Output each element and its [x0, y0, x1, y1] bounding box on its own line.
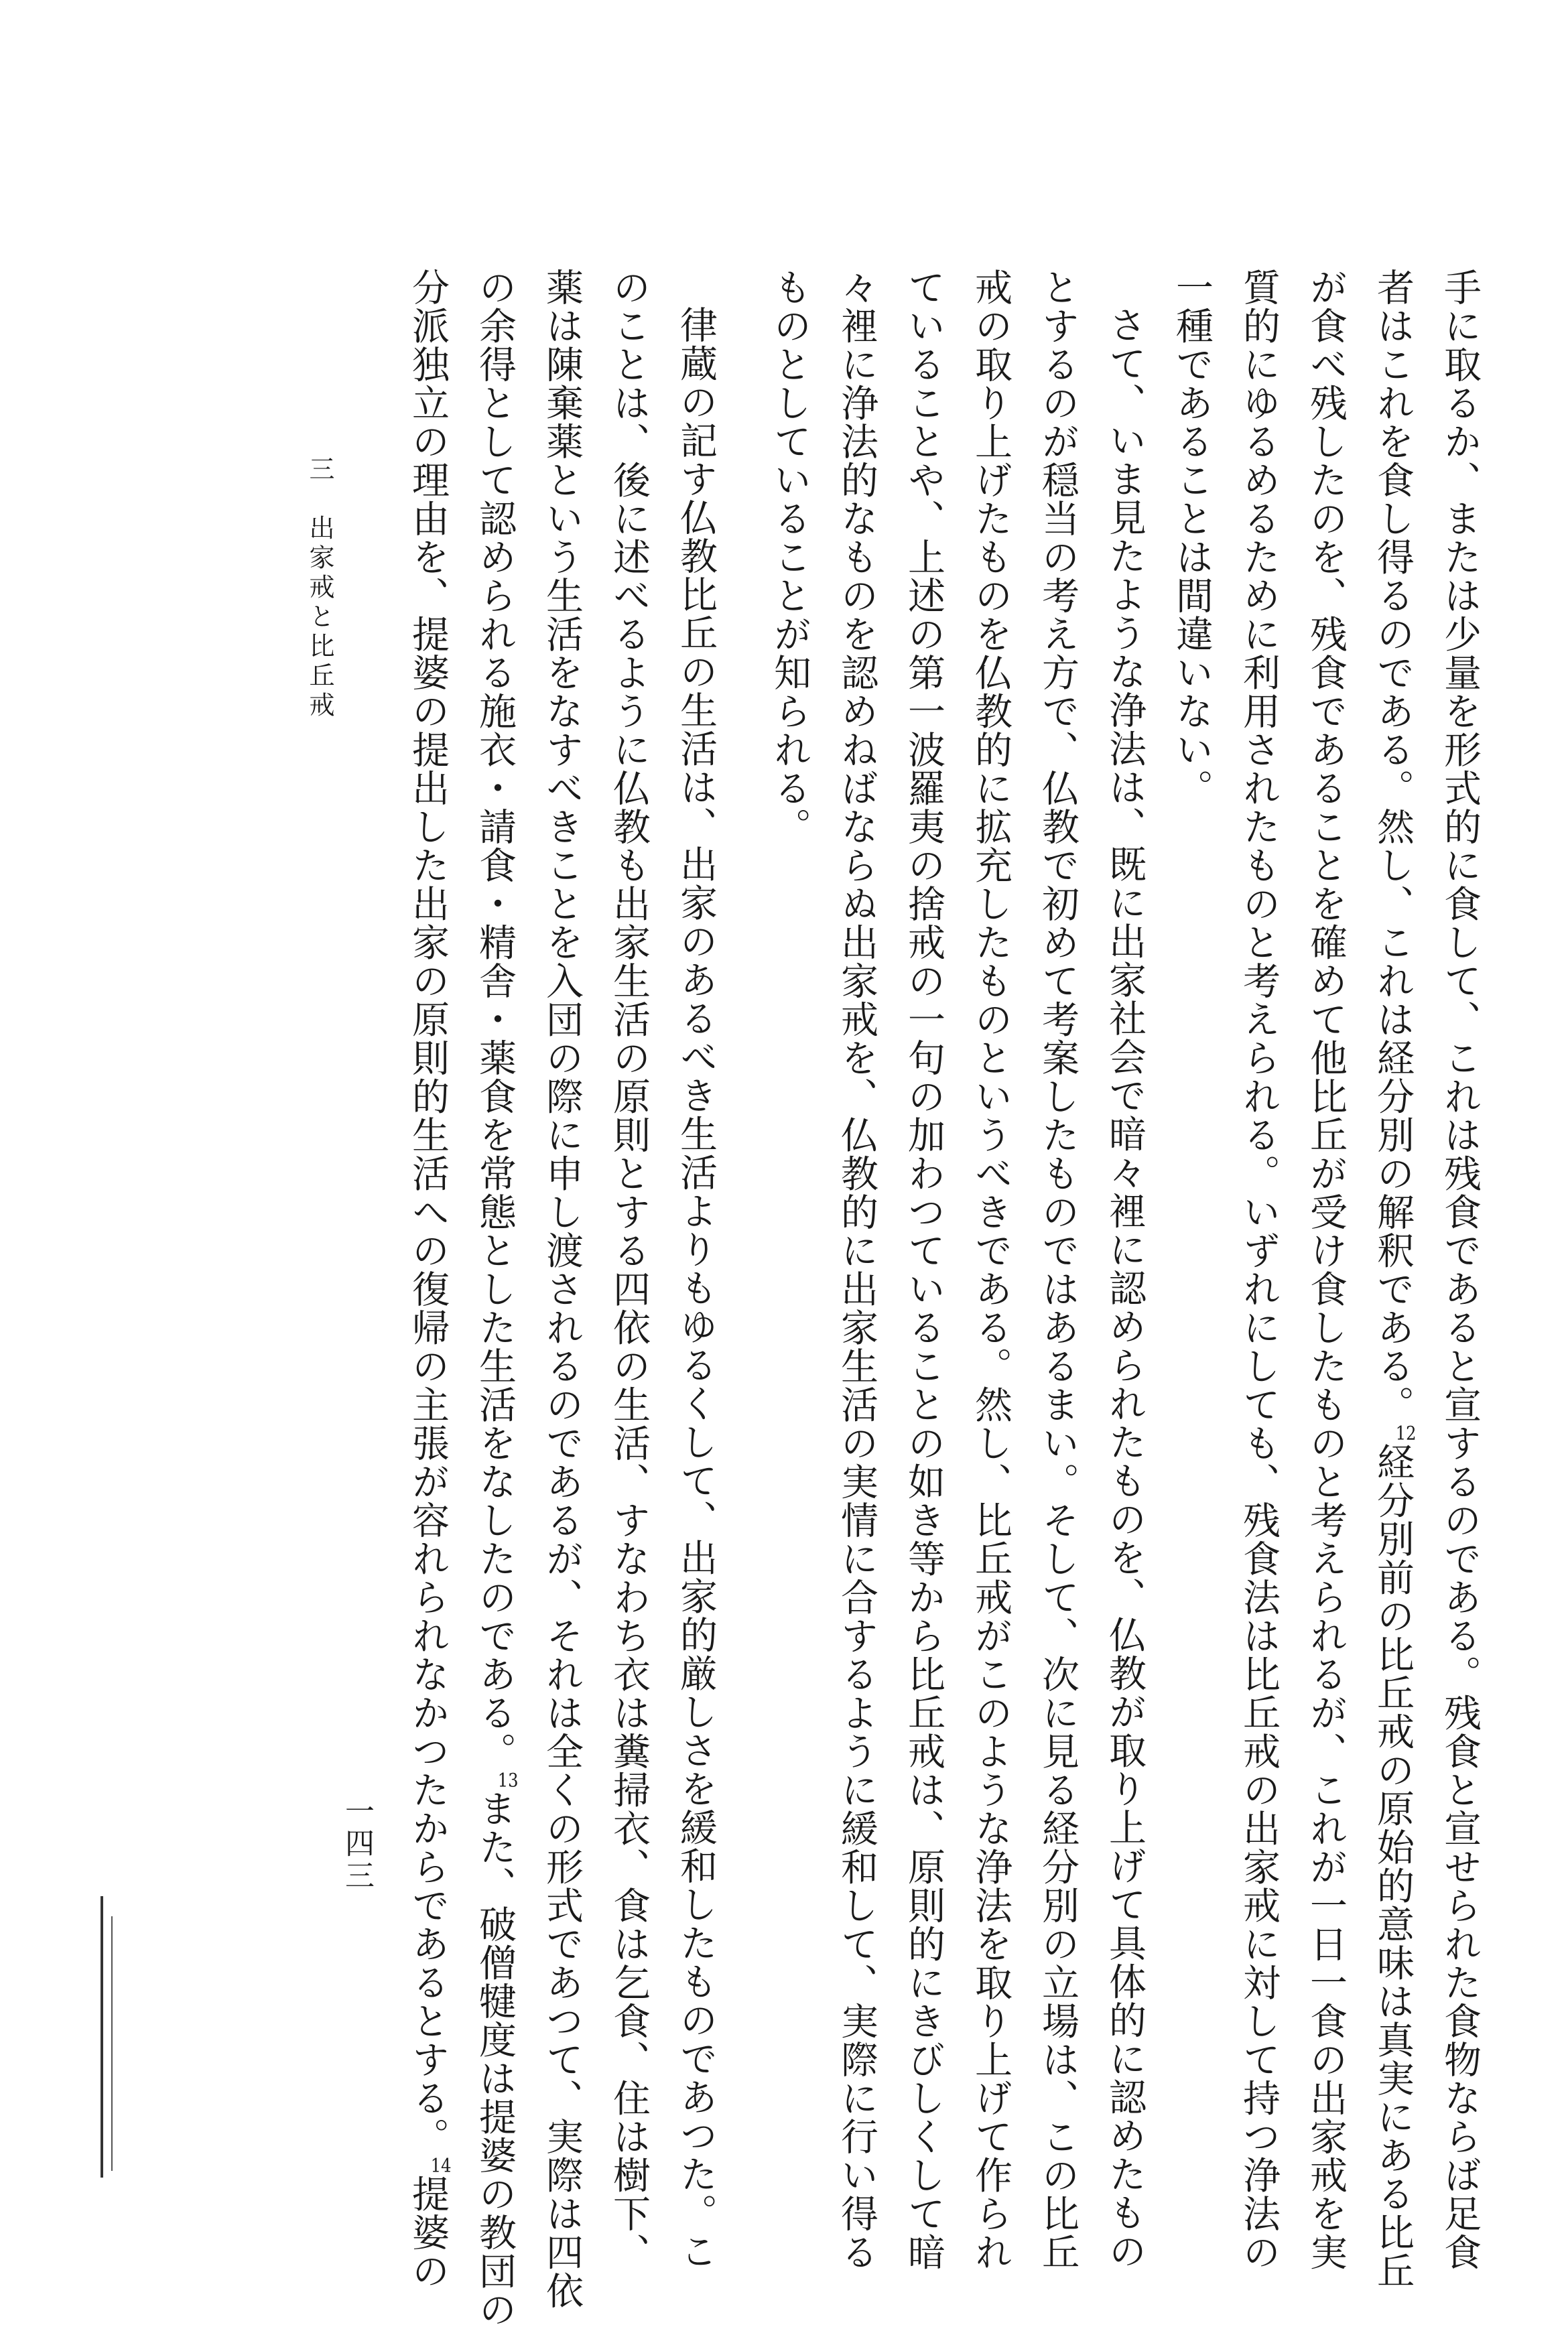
text-column-16: 分派独立の理由を、提婆の提出した出家の原則的生活への復帰の主張が容れられなかつたからであるとする。$^{14}$提婆の [406, 268, 452, 2290]
text-column-8: 戒の取り上げたものを仏教的に拡充したものというべきである。然し、比丘戒がこのような浄法を取り上げて作られ [969, 268, 1012, 2271]
chapter-title: 出家戒と比丘戒 [305, 515, 334, 721]
text-column-11: ものとしていることが知られる。 [768, 268, 811, 846]
text-column-2: 者はこれを食し得るのである。然し、これは経分別の解釈である。$^{12}$経分別前の比丘戒の原始的意味は真実にある比丘 [1371, 268, 1417, 2290]
text-column-5: 一種であることは間違いない。 [1170, 268, 1214, 807]
text-column-13: のことは、後に述べるように仏教も出家生活の原則とする四依の生活、すなわち衣は糞掃衣、食は乞食、住は樹下、 [607, 268, 651, 2271]
text-column-6: さて、いま見たような浄法は、既に出家社会で暗々裡に認められたものを、仏教が取り上げて具体的に認めたもの [1103, 306, 1147, 2271]
binding-edge-line-thin [111, 1916, 113, 2171]
text-column-7: とするのが穏当の考え方で、仏教で初めて考案したものではあるまい。そして、次に見る経分別の立場は、この比丘 [1036, 268, 1080, 2271]
text-column-10: 々裡に浄法的なものを認めねばならぬ出家戒を、仏教的に出家生活の実情に合するように緩和して、実際に行い得る [835, 268, 878, 2271]
text-column-4: 質的にゆるめるために利用されたものと考えられる。いずれにしても、残食法は比丘戒の出家戒に対して持つ浄法の [1237, 268, 1281, 2271]
footnote-ref-13[interactable]: 13 [497, 1770, 519, 1790]
footnote-ref-12[interactable]: 12 [1395, 1424, 1417, 1443]
text-column-3: が食べ残したのを、残食であることを確めて他比丘が受け食したものと考えられるが、これが一日一食の出家戒を実 [1304, 268, 1348, 2271]
running-head [302, 456, 338, 721]
text-column-1: 手に取るか、または少量を形式的に食して、これは残食であると宣するのである。残食と宣せられた食物ならば足食 [1438, 268, 1482, 2271]
chapter-number: 三 [305, 456, 334, 485]
text-column-14: 薬は陳棄薬という生活をなすべきことを入団の際に申し渡されるのであるが、それは全くの形式であつて、実際は四依 [540, 268, 584, 2310]
footnote-ref-14[interactable]: 14 [430, 2155, 452, 2175]
binding-edge-line [101, 1896, 103, 2178]
text-column-9: ていることや、上述の第一波羅夷の捨戒の一句の加わつていることの如き等から比丘戒は、原則的にきびしくして暗 [902, 268, 945, 2271]
text-column-12: 律蔵の記す仏教比丘の生活は、出家のあるべき生活よりもゆるくして、出家的厳しさを緩和したものであつた。こ [674, 306, 718, 2271]
text-column-15: の余得として認められる施衣・請食・精舎・薬食を常態とした生活をなしたのである。$^{13}$また、破僧犍度は提婆の教団の [473, 268, 519, 2329]
page-number: 一四三 [340, 1796, 374, 1892]
